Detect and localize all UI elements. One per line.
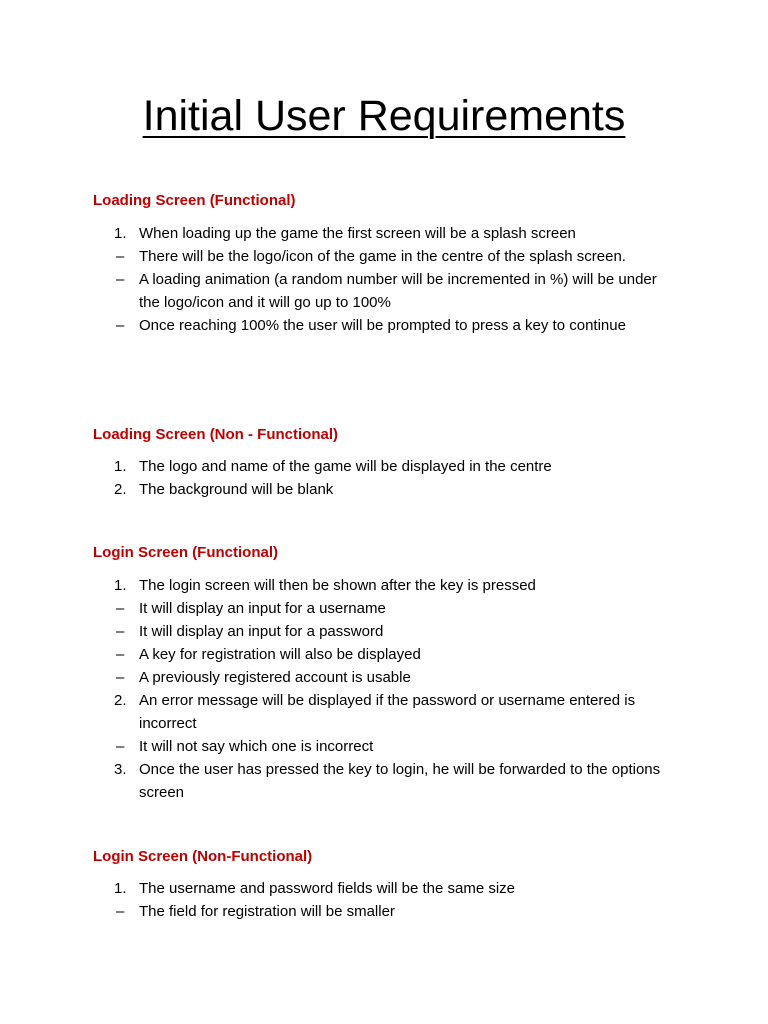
list-marker: – xyxy=(116,623,125,640)
list-marker: – xyxy=(116,903,125,920)
list-marker: 1. xyxy=(114,880,127,897)
list-marker: – xyxy=(116,248,125,265)
list-item xyxy=(0,597,679,620)
section-heading-loading-non-functional: Loading Screen (Non - Functional) xyxy=(93,426,338,443)
list-item-text: There will be the logo/icon of the game in the centre of the splash screen. xyxy=(139,248,626,265)
section-heading-login-functional: Login Screen (Functional) xyxy=(93,544,279,561)
section-list-login-non-functional xyxy=(0,877,768,923)
section-heading-login-non-functional: Login Screen (Non-Functional) xyxy=(93,848,313,865)
list-item xyxy=(0,643,679,666)
list-marker: – xyxy=(116,271,125,288)
list-item-text: An error message will be displayed if the password or username entered is incorrect xyxy=(139,692,636,732)
section-list-loading-functional xyxy=(0,222,768,337)
list-marker: – xyxy=(116,738,125,755)
list-item xyxy=(0,900,679,923)
list-marker: 1. xyxy=(114,577,127,594)
list-marker: – xyxy=(116,669,125,686)
section-list-loading-non-functional xyxy=(0,455,768,501)
list-item xyxy=(0,735,679,758)
list-item xyxy=(0,314,679,337)
list-item-text: Once reaching 100% the user will be prompted to press a key to continue xyxy=(139,317,626,334)
list-item xyxy=(0,222,679,245)
page-title: Initial User Requirements xyxy=(142,92,626,140)
list-item xyxy=(0,620,679,643)
list-item-text: A key for registration will also be displayed xyxy=(139,646,421,663)
list-marker: 2. xyxy=(114,692,127,709)
section-list-login-functional xyxy=(0,574,768,804)
list-item xyxy=(0,455,679,478)
list-item-text: A previously registered account is usable xyxy=(139,669,411,686)
list-item xyxy=(0,758,679,804)
list-item-text: Once the user has pressed the key to login, he will be forwarded to the options screen xyxy=(139,761,661,801)
list-marker: – xyxy=(116,317,125,334)
list-item xyxy=(0,245,679,268)
list-item-text: The username and password fields will be the same size xyxy=(139,880,516,897)
list-item-text: When loading up the game the first screen will be a splash screen xyxy=(139,225,576,242)
list-item-text: The login screen will then be shown after the key is pressed xyxy=(139,577,536,594)
list-marker: 2. xyxy=(114,481,127,498)
list-item-text: It will display an input for a password xyxy=(139,623,384,640)
list-item-text: It will not say which one is incorrect xyxy=(139,738,374,755)
list-item xyxy=(0,574,679,597)
list-item-text: A loading animation (a random number will be incremented in %) will be under the logo/icon and it will go up to 100% xyxy=(139,271,657,311)
list-item-text: The logo and name of the game will be displayed in the centre xyxy=(139,458,552,475)
list-item xyxy=(0,877,679,900)
list-marker: 1. xyxy=(114,458,127,475)
list-marker: – xyxy=(116,646,125,663)
list-item xyxy=(0,689,679,735)
section-heading-loading-functional: Loading Screen (Functional) xyxy=(93,192,296,209)
list-marker: 3. xyxy=(114,761,127,778)
list-item-text: It will display an input for a username xyxy=(139,600,386,617)
list-item-text: The field for registration will be smaller xyxy=(139,903,395,920)
list-item-text: The background will be blank xyxy=(139,481,334,498)
list-item xyxy=(0,268,679,314)
list-marker: 1. xyxy=(114,225,127,242)
list-marker: – xyxy=(116,600,125,617)
list-item xyxy=(0,666,679,689)
list-item xyxy=(0,478,679,501)
